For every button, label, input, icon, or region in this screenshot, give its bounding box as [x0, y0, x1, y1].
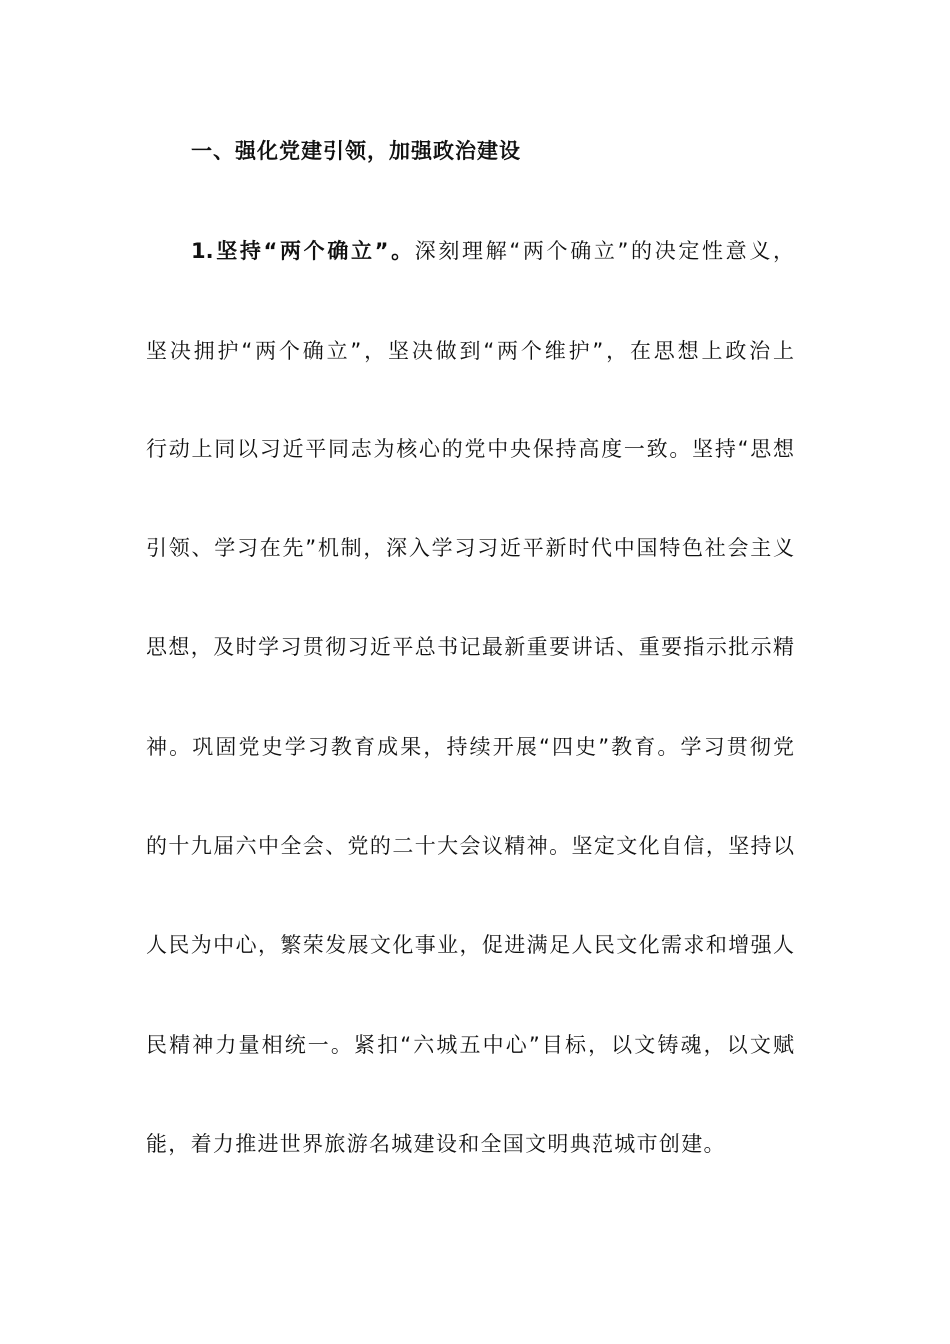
- paragraph-line-5: 思想，及时学习贯彻习近平总书记最新重要讲话、重要指示批示精: [146, 635, 794, 659]
- item-lead-continuation: 深刻理解“两个确立”的决定性意义，: [414, 239, 794, 263]
- section-heading: 一、强化党建引领，加强政治建设: [191, 139, 521, 163]
- paragraph-line-10: 能，着力推进世界旅游名城建设和全国文明典范城市创建。: [146, 1132, 726, 1156]
- paragraph-line-2: 坚决拥护“两个确立”，坚决做到“两个维护”，在思想上政治上: [146, 339, 794, 363]
- paragraph-line-3: 行动上同以习近平同志为核心的党中央保持高度一致。坚持“思想: [146, 437, 794, 461]
- paragraph-line-9: 民精神力量相统一。紧扣“六城五中心”目标，以文铸魂，以文赋: [146, 1033, 794, 1057]
- paragraph-line-6: 神。巩固党史学习教育成果，持续开展“四史”教育。学习贯彻党: [146, 735, 794, 759]
- paragraph-line-7: 的十九届六中全会、党的二十大会议精神。坚定文化自信，坚持以: [146, 834, 794, 858]
- item-lead: 1.坚持“两个确立”。: [191, 239, 415, 263]
- paragraph-line-8: 人民为中心，繁荣发展文化事业，促进满足人民文化需求和增强人: [146, 933, 794, 957]
- paragraph-line-4: 引领、学习在先”机制，深入学习习近平新时代中国特色社会主义: [146, 536, 794, 560]
- paragraph-line-1: [191, 236, 794, 266]
